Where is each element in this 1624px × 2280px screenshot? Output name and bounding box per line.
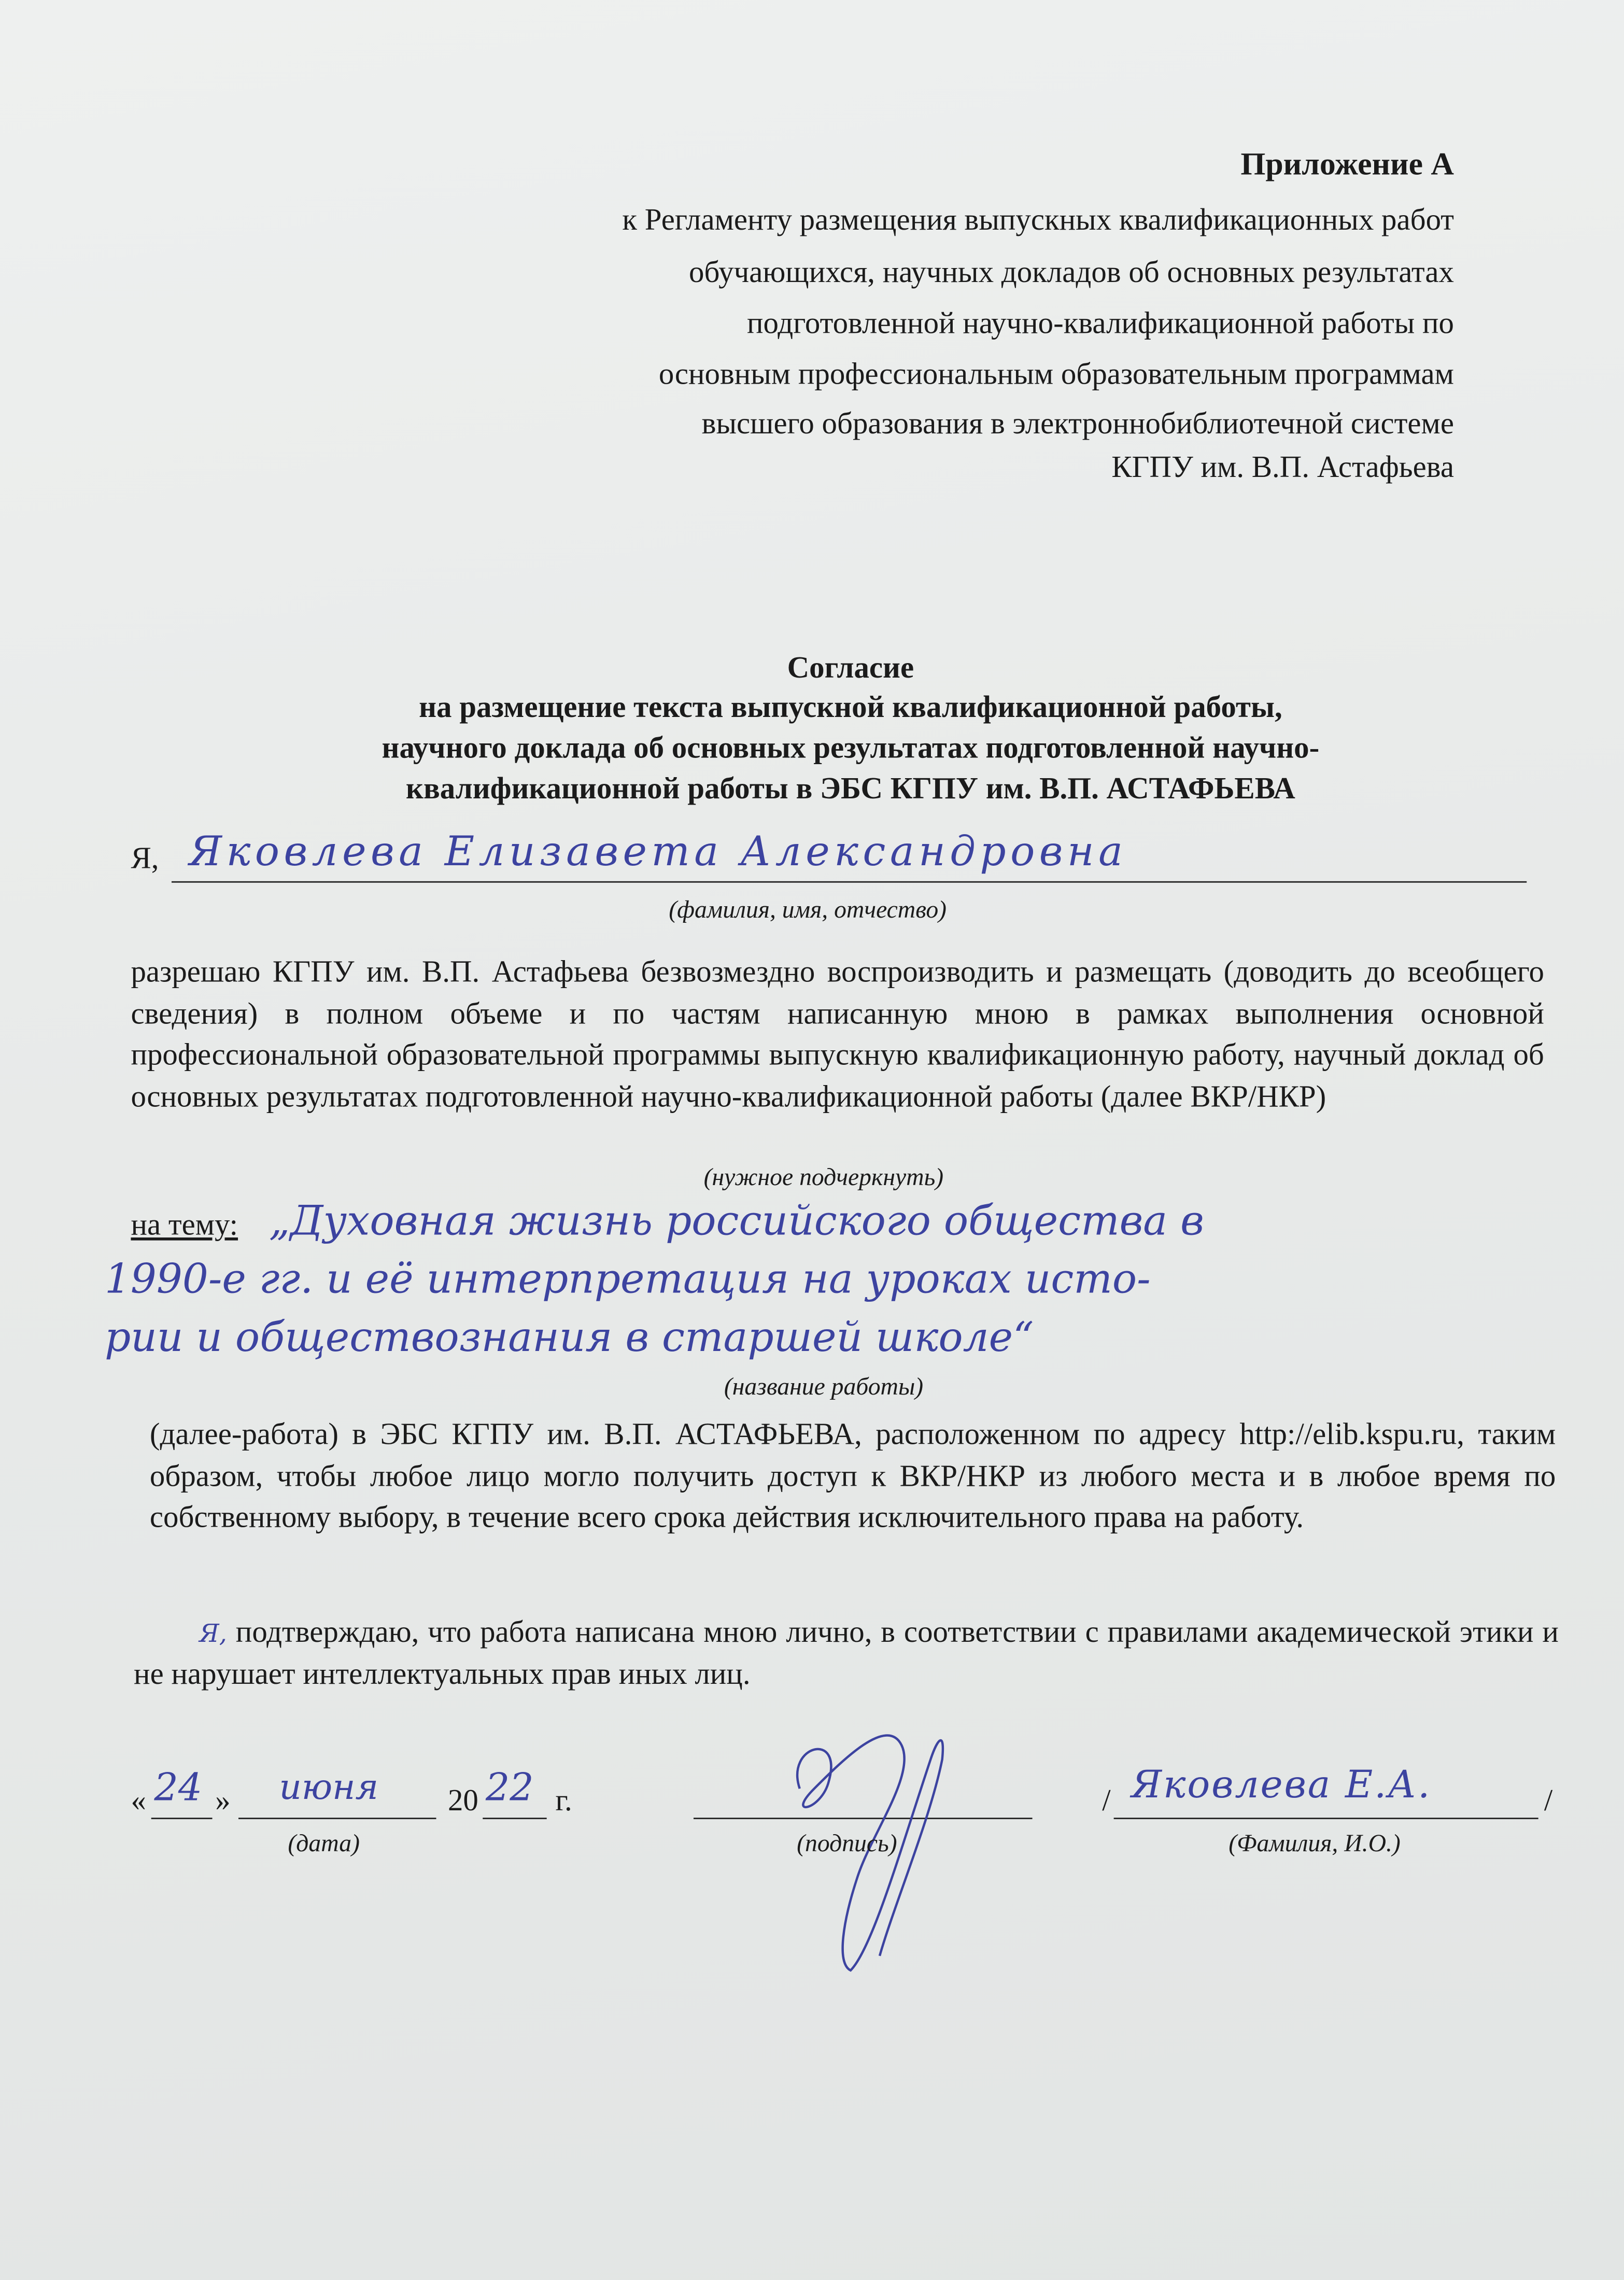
paragraph-permission: разрешаю КГПУ им. В.П. Астафьева безвозмездно воспроизводить и размещать (доводить до всеобщего сведения) в полном объеме и по частям написанную мною в рамках выполнения основной профессиональной образовательной программы выпускную квалификационную работу, научный доклад об основных результатах подготовленной научно-квалификационной работы (далее ВКР/НКР) [131, 954, 1544, 1114]
year-line [483, 1818, 546, 1819]
handwritten-day: 24 [154, 1767, 203, 1811]
name-prefix: Я, [131, 840, 159, 876]
handwritten-topic-line: рии и обществознания в старшей школе“ [104, 1313, 1034, 1361]
handwritten-full-name: Яковлева Елизавета Александровна [189, 827, 1127, 876]
handwritten-topic-line: 1990-е гг. и её интерпретация на уроках исто- [104, 1255, 1151, 1303]
handwritten-month: июня [279, 1767, 379, 1808]
underline-caption: (нужное подчеркнуть) [703, 1163, 944, 1191]
consent-title: Согласие [787, 650, 914, 685]
handwritten-topic-line: „Духовная жизнь российского общества в [269, 1197, 1204, 1245]
handwritten-ya: Я, [199, 1620, 227, 1649]
name-slash-open: / [1102, 1782, 1111, 1818]
full-name-caption: (Фамилия, И.О.) [1228, 1829, 1401, 1857]
header-line: к Регламенту размещения выпускных квалификационных работ [622, 202, 1454, 237]
paragraph-placement: (далее-работа) в ЭБС КГПУ им. В.П. АСТАФЬЕВА, расположенном по адресу http://elib.kspu.ru, таким образом, чтобы любое лицо могло получить доступ к ВКР/НКР из любого места и в любое время по собственному выбору, в течение всего срока действия исключительного права на работу. [149, 1416, 1556, 1535]
header-line: обучающихся, научных докладов об основных результатах [689, 254, 1454, 290]
header-line: высшего образования в электроннобиблиотечной системе [701, 405, 1454, 441]
signature-caption: (подпись) [797, 1829, 897, 1857]
consent-subtitle: на размещение текста выпускной квалификационной работы, [419, 689, 1282, 724]
day-line [151, 1818, 213, 1819]
quote-open: « [131, 1782, 146, 1818]
name-field-line [172, 881, 1527, 883]
topic-label: на тему: [131, 1207, 238, 1242]
name-line [1114, 1818, 1538, 1819]
name-slash-close: / [1544, 1782, 1553, 1818]
quote-close: » [215, 1782, 231, 1818]
name-caption: (фамилия, имя, отчество) [669, 895, 947, 924]
month-line [238, 1818, 436, 1819]
consent-subtitle: научного доклада об основных результатах подготовленной научно- [382, 730, 1320, 765]
date-caption: (дата) [288, 1829, 360, 1857]
topic-caption: (название работы) [724, 1372, 924, 1401]
year-prefix: 20 [447, 1782, 478, 1818]
consent-subtitle: квалификационной работы в ЭБС КГПУ им. В.П. АСТАФЬЕВА [406, 770, 1295, 806]
appendix-title: Приложение А [1240, 145, 1454, 182]
paragraph-confirmation [134, 1611, 1559, 1694]
header-line: подготовленной научно-квалификационной работы по [746, 305, 1454, 341]
confirmation-text: подтверждаю, что работа написана мною лично, в соответствии с правилами академической этики и не нарушает интеллектуальных прав иных лиц. [134, 1614, 1559, 1691]
handwritten-short-name: Яковлева Е.А. [1131, 1764, 1432, 1808]
handwritten-year: 22 [485, 1767, 534, 1811]
year-unit: г. [555, 1782, 572, 1818]
header-line: основным профессиональным образовательным программам [658, 356, 1454, 391]
header-line: КГПУ им. В.П. Астафьева [1111, 449, 1454, 485]
